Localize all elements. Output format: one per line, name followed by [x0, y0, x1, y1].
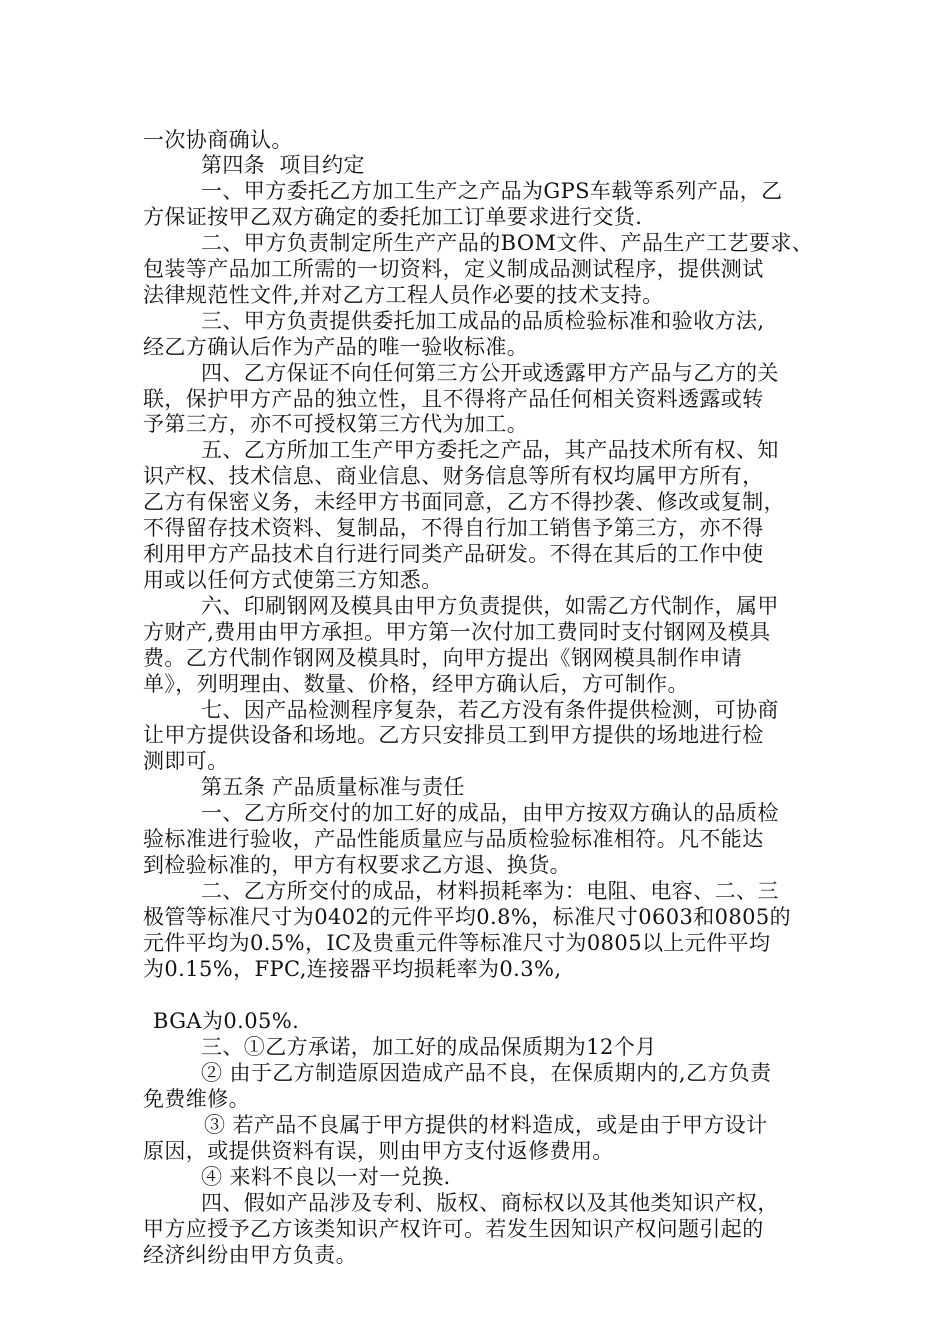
text-line: 元件平均为0.5%，IC及贵重元件等标准尺寸为0805以上元件平均: [143, 931, 771, 955]
text-line: 七、因产品检测程序复杂，若乙方没有条件提供检测，可协商: [201, 698, 779, 722]
text-line: 到检验标准的，甲方有权要求乙方退、换货。: [143, 853, 571, 877]
text-line: 费。乙方代制作钢网及模具时，向甲方提出《钢网模具制作申请: [143, 646, 743, 670]
text-line: ② 由于乙方制造原因造成产品不良，在保质期内的,乙方负责: [201, 1061, 772, 1085]
text-line: 包装等产品加工所需的一切资料，定义制成品测试程序，提供测试: [143, 257, 764, 281]
text-line: 乙方有保密义务，未经甲方书面同意，乙方不得抄袭、修改或复制，: [143, 490, 785, 514]
text-line: BGA为0.05%.: [153, 1009, 300, 1033]
text-line: 用或以任何方式使第三方知悉。: [143, 568, 443, 592]
text-line: 一、甲方委托乙方加工生产之产品为GPS车载等系列产品，乙: [201, 179, 783, 203]
text-line: 免费维修。: [143, 1087, 250, 1111]
text-line: 五、乙方所加工生产甲方委托之产品，其产品技术所有权、知: [201, 438, 779, 462]
text-line: 二、甲方负责制定所生产产品的BOM文件、产品生产工艺要求、: [201, 231, 814, 255]
text-line: 一、乙方所交付的加工好的成品，由甲方按双方确认的品质检: [201, 801, 779, 825]
text-line: 三、①乙方承诺，加工好的成品保质期为12个月: [201, 1035, 657, 1059]
text-line: ③ 若产品不良属于甲方提供的材料造成，或是由于甲方设计: [204, 1113, 768, 1137]
text-line: 予第三方，亦不可授权第三方代为加工。: [143, 412, 529, 436]
text-line: 原因，或提供资料有误，则由甲方支付返修费用。: [143, 1139, 614, 1163]
text-line: 经乙方确认后作为产品的唯一验收标准。: [143, 335, 529, 359]
text-line: 四、乙方保证不向任何第三方公开或透露甲方产品与乙方的关: [201, 361, 779, 385]
text-line: 单》，列明理由、数量、价格，经甲方确认后，方可制作。: [143, 672, 689, 696]
text-line: 方保证按甲乙双方确定的委托加工订单要求进行交货.: [143, 205, 643, 229]
text-line: 二、乙方所交付的成品，材料损耗率为：电阻、电容、二、三: [201, 879, 779, 903]
text-line: 极管等标准尺寸为0402的元件平均0.8%，标准尺寸0603和0805的: [143, 905, 792, 929]
text-line: ④ 来料不良以一对一兑换.: [201, 1165, 451, 1189]
text-line: 识产权、技术信息、商业信息、财务信息等所有权均属甲方所有，: [143, 464, 764, 488]
text-line: 三、甲方负责提供委托加工成品的品质检验标准和验收方法,: [201, 309, 765, 333]
text-line: 经济纠纷由甲方负责。: [143, 1243, 357, 1267]
text-line: 测即可。: [143, 749, 229, 773]
text-line: 利用甲方产品技术自行进行同类产品研发。不得在其后的工作中使: [143, 542, 764, 566]
text-line: 让甲方提供设备和场地。乙方只安排员工到甲方提供的场地进行检: [143, 723, 764, 747]
text-line: 验标准进行验收，产品性能质量应与品质检验标准相符。凡不能达: [143, 827, 764, 851]
text-line: 六、印刷钢网及模具由甲方负责提供，如需乙方代制作，属甲: [201, 594, 779, 618]
section-heading: 第四条 项目约定: [201, 153, 365, 177]
text-line: 四、假如产品涉及专利、版权、商标权以及其他类知识产权，: [201, 1191, 779, 1215]
text-line: 一次协商确认。: [143, 128, 293, 152]
text-line: 不得留存技术资料、复制品，不得自行加工销售予第三方，亦不得: [143, 516, 764, 540]
text-line: 联，保护甲方产品的独立性，且不得将产品任何相关资料透露或转: [143, 387, 764, 411]
text-line: 方财产,费用由甲方承担。甲方第一次付加工费同时支付钢网及模具: [143, 620, 771, 644]
section-heading: 第五条 产品质量标准与责任: [201, 775, 465, 799]
text-line: 甲方应授予乙方该类知识产权许可。若发生因知识产权问题引起的: [143, 1217, 764, 1241]
text-line: 为0.15%，FPC,连接器平均损耗率为0.3%,: [143, 957, 562, 981]
text-line: 法律规范性文件,并对乙方工程人员作必要的技术支持。: [143, 283, 664, 307]
